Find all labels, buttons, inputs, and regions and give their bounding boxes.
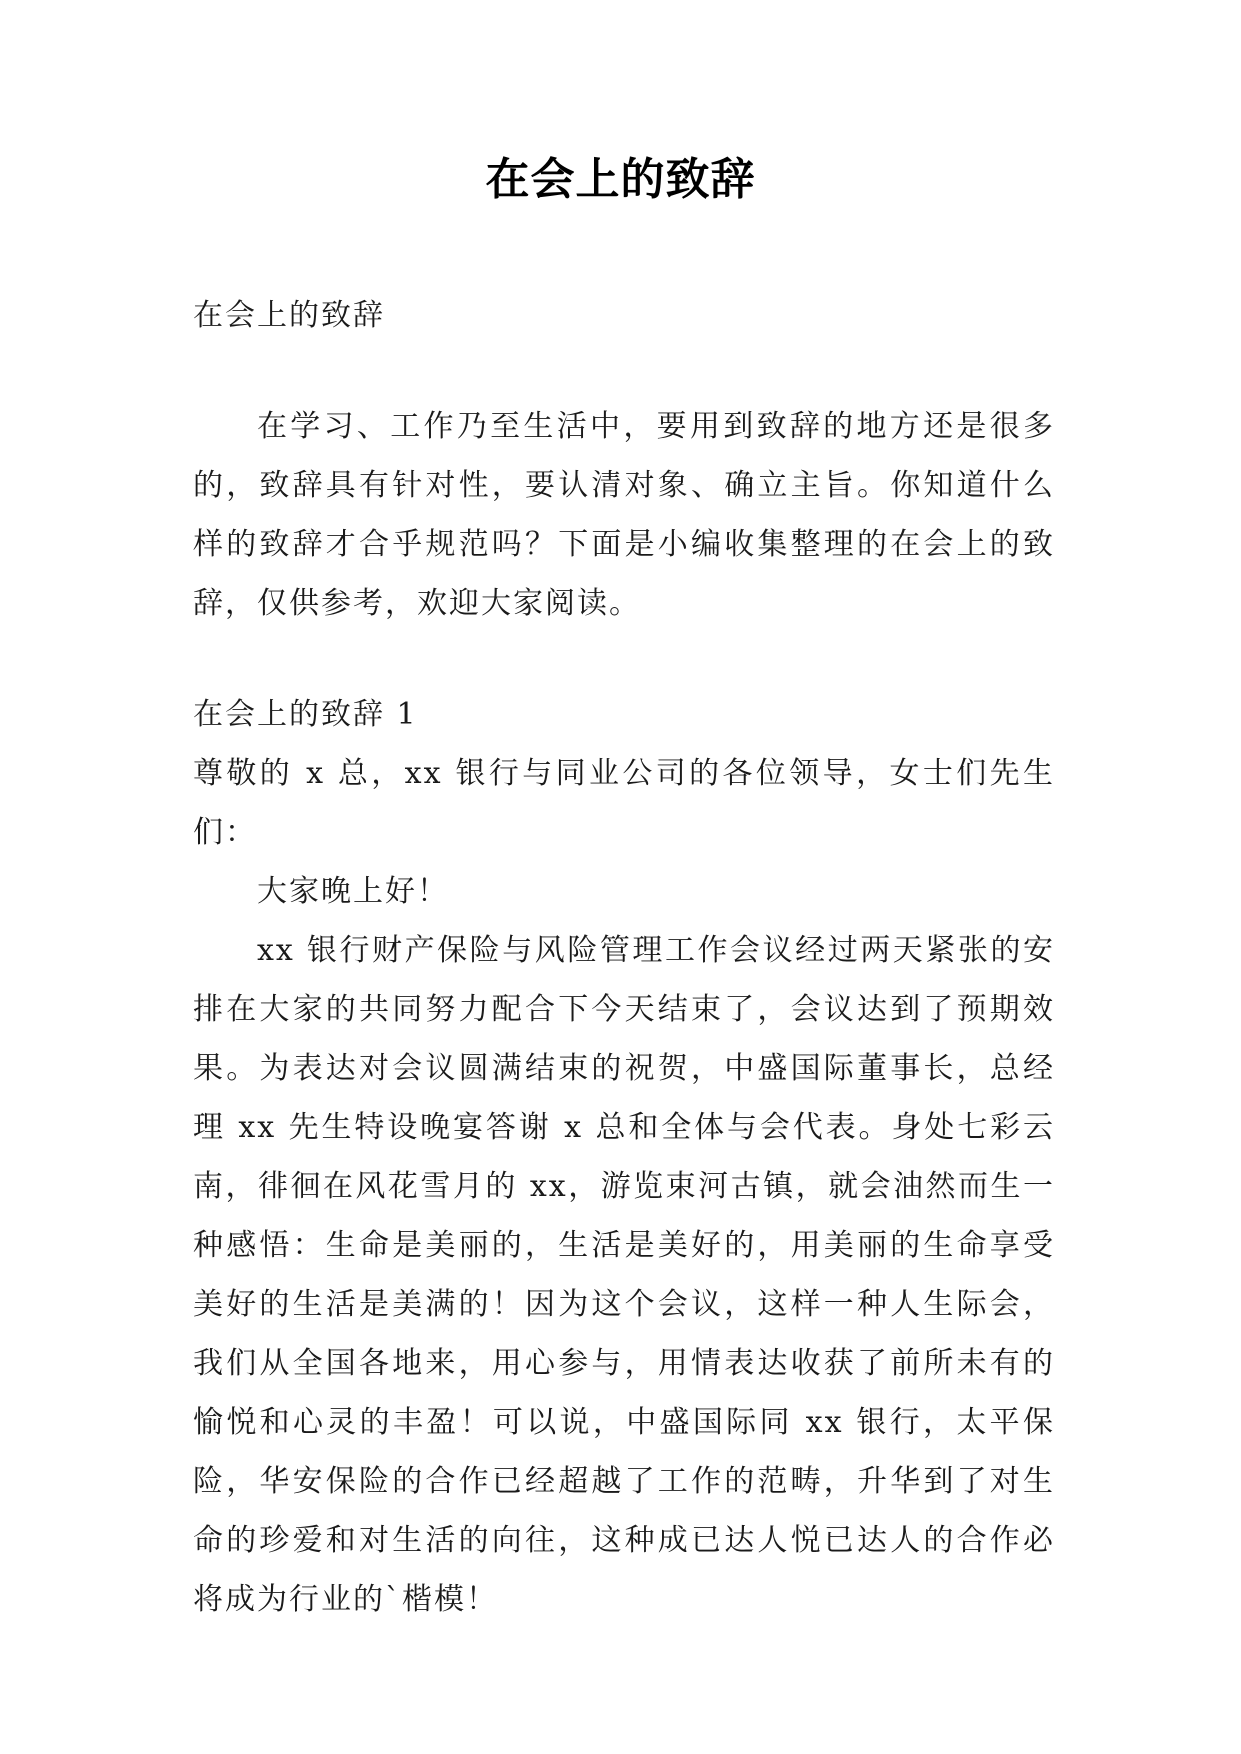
document-subtitle: 在会上的致辞 [193, 298, 385, 333]
salutation-line: 尊敬的 x 总，xx 银行与同业公司的各位领导，女士们先生们： [193, 756, 1055, 850]
document-title: 在会上的致辞 [485, 154, 756, 205]
document-body [193, 286, 1055, 1629]
spacer [193, 633, 1055, 685]
spacer [193, 345, 1055, 397]
intro-paragraph: 在学习、工作乃至生活中，要用到致辞的地方还是很多的，致辞具有针对性，要认清对象、确立主旨。你知道什么样的致辞才合乎规范吗？下面是小编收集整理的在会上的致辞，仅供参考，欢迎大家阅读。 [193, 409, 1055, 621]
section-heading: 在会上的致辞 1 [193, 697, 418, 732]
body-paragraph: xx 银行财产保险与风险管理工作会议经过两天紧张的安排在大家的共同努力配合下今天结束了，会议达到了预期效果。为表达对会议圆满结束的祝贺，中盛国际董事长，总经理 xx 先生特设晚宴答谢 x 总和全体与会代表。身处七彩云南，徘徊在风花雪月的 xx，游览束河古镇，就会油然而生一种感悟：生命是美丽的，生活是美好的，用美丽的生命享受美好的生活是美满的！因为这个会议，这样一种人生际会，我们从全国各地来，用心参与，用情表达收获了前所未有的愉悦和心灵的丰盈！可以说，中盛国际同 xx 银行，太平保险，华安保险的合作已经超越了工作的范畴，升华到了对生命的珍爱和对生活的向往，这种成已达人悦已达人的合作必将成为行业的`楷模！ [193, 933, 1055, 1617]
greeting-line: 大家晚上好！ [257, 874, 449, 909]
